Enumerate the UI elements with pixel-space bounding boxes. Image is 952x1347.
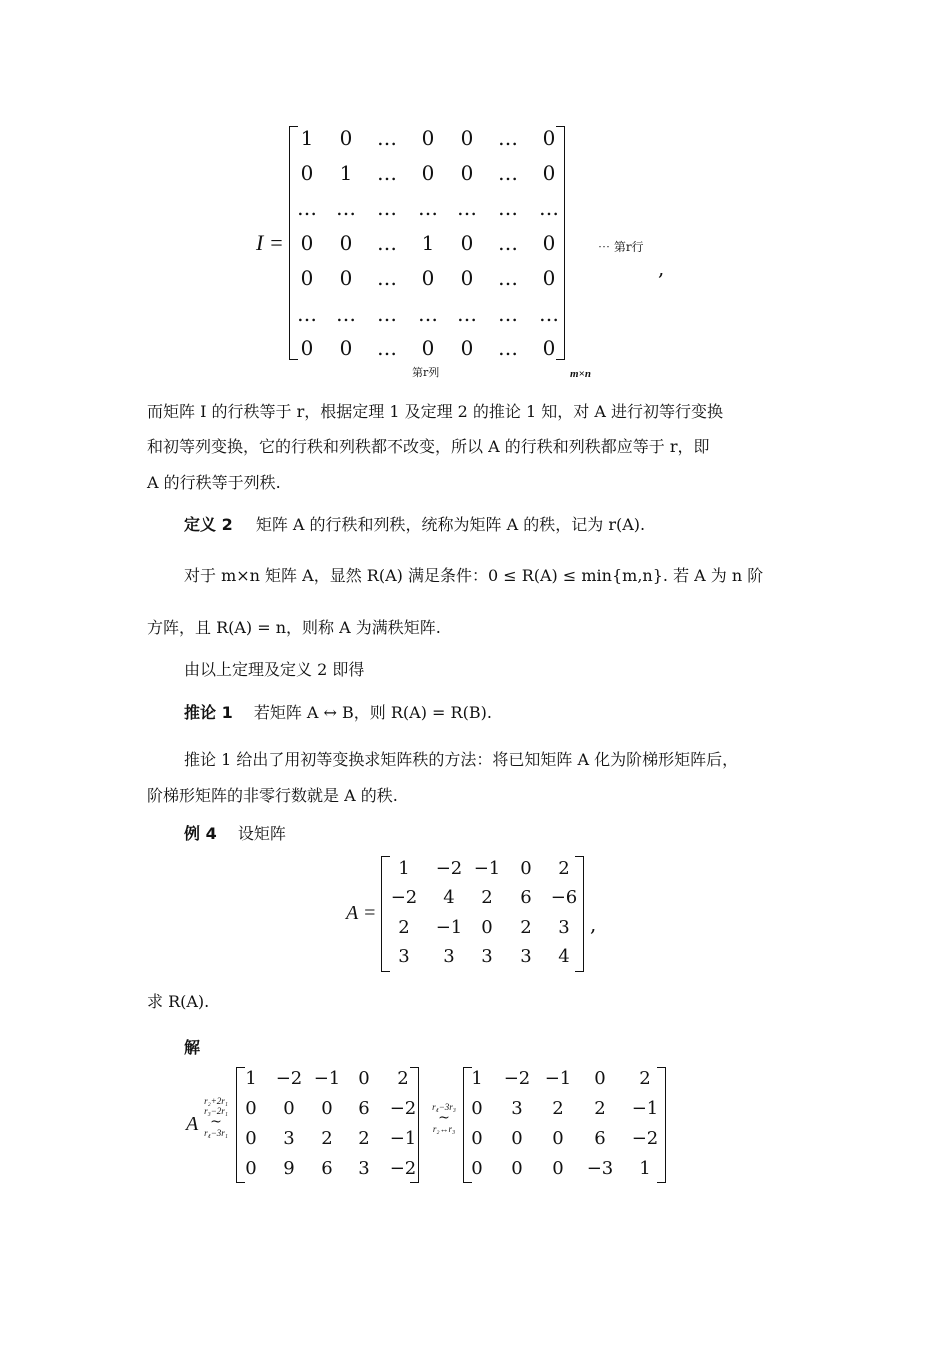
matrix-I-cell-3-0: 0	[300, 231, 314, 255]
matrix-I-cell-4-4: 0	[460, 266, 474, 290]
matrix-I-cell-3-3: 1	[421, 231, 435, 255]
matrix-I-cell-1-1: 1	[339, 161, 353, 185]
matrix-I-row-note: ⋯ 第r行	[598, 240, 644, 254]
m2-cell-2-1: 0	[511, 1128, 523, 1149]
example-4	[184, 824, 286, 844]
m1-cell-2-0: 0	[245, 1128, 257, 1149]
m2-cell-3-4: 1	[639, 1158, 651, 1179]
matrix-I-cell-0-0: 1	[300, 126, 314, 150]
m2-cell-0-1: −2	[503, 1068, 531, 1089]
matrix-I-cell-6-0: 0	[300, 336, 314, 360]
matrix-A-cell-1-2: 2	[481, 887, 493, 908]
matrix-I-cell-6-4: 0	[460, 336, 474, 360]
matrix-I-cell-2-1: …	[336, 196, 356, 220]
m2-cell-3-1: 0	[511, 1158, 523, 1179]
definition-2-text: 矩阵 A 的行秩和列秩，统称为矩阵 A 的秩，记为 r(A).	[255, 515, 646, 534]
matrix-I-cell-1-3: 0	[421, 161, 435, 185]
matrix-A-cell-3-0: 3	[398, 946, 410, 967]
paragraph-4-line-2: 阶梯形矩阵的非零行数就是 A 的秩.	[147, 786, 398, 805]
m1-cell-1-2: 0	[321, 1098, 333, 1119]
matrix-I-cell-4-0: 0	[300, 266, 314, 290]
matrix-I-cell-1-4: 0	[460, 161, 474, 185]
m2-cell-3-3: −3	[586, 1158, 614, 1179]
m1-cell-1-3: 6	[358, 1098, 370, 1119]
op1-line-3: r₄−3r₁	[204, 1128, 228, 1138]
matrix-A-lhs: A =	[346, 902, 377, 924]
matrix-I-cell-2-6: …	[539, 196, 559, 220]
m1-cell-1-1: 0	[283, 1098, 295, 1119]
matrix-A-cell-1-1: 4	[443, 887, 455, 908]
matrix-I-cell-5-3: …	[418, 302, 438, 326]
matrix-I-cell-4-5: …	[498, 266, 518, 290]
matrix-I-cell-0-5: …	[498, 126, 518, 150]
matrix-A-cell-0-1: −2	[435, 858, 463, 879]
matrix-I-cell-0-6: 0	[542, 126, 556, 150]
m1-cell-0-0: 1	[245, 1068, 257, 1089]
solution-lhs: A	[186, 1113, 199, 1135]
matrix-I-cell-1-6: 0	[542, 161, 556, 185]
matrix-I-cell-4-1: 0	[339, 266, 353, 290]
m2-cell-0-3: 0	[594, 1068, 606, 1089]
m2-cell-1-1: 3	[511, 1098, 523, 1119]
matrix-A-cell-2-4: 3	[558, 917, 570, 938]
matrix-A-cell-2-3: 2	[520, 917, 532, 938]
matrix-A-cell-3-1: 3	[443, 946, 455, 967]
matrix-I-cell-5-4: …	[457, 302, 477, 326]
matrix-I-cell-5-0: …	[297, 302, 317, 326]
example-4-text: 设矩阵	[237, 824, 286, 843]
m2-cell-1-2: 2	[552, 1098, 564, 1119]
matrix-I-size: m×n	[570, 368, 591, 380]
corollary-1-text: 若矩阵 A ↔ B，则 R(A) = R(B).	[253, 703, 492, 722]
m1-cell-0-2: −1	[313, 1068, 341, 1089]
op1-line-2: r₃−2r₁	[204, 1106, 228, 1116]
matrix-I-cell-6-1: 0	[339, 336, 353, 360]
m2-cell-1-3: 2	[594, 1098, 606, 1119]
m2-cell-2-3: 6	[594, 1128, 606, 1149]
definition-2-label: 定义 2	[184, 515, 233, 534]
matrix-I-cell-4-3: 0	[421, 266, 435, 290]
matrix-I-cell-1-2: …	[377, 161, 397, 185]
m2-cell-1-4: −1	[631, 1098, 659, 1119]
m2-cell-0-4: 2	[639, 1068, 651, 1089]
m2-cell-0-2: −1	[544, 1068, 572, 1089]
paragraph-1-line-2: 和初等列变换，它的行秩和列秩都不改变，所以 A 的行秩和列秩都应等于 r，即	[147, 437, 710, 456]
matrix-I-cell-4-6: 0	[542, 266, 556, 290]
question-text: 求 R(A).	[147, 992, 210, 1011]
m1-cell-0-1: −2	[275, 1068, 303, 1089]
m2-cell-0-0: 1	[471, 1068, 483, 1089]
matrix-A-cell-2-0: 2	[398, 917, 410, 938]
matrix-A-cell-2-2: 0	[481, 917, 493, 938]
corollary-1	[184, 703, 492, 723]
matrix-I-cell-2-5: …	[498, 196, 518, 220]
matrix-A-cell-1-0: −2	[390, 887, 418, 908]
matrix-I-cell-0-1: 0	[339, 126, 353, 150]
m1-cell-2-4: −1	[389, 1128, 417, 1149]
matrix-I-cell-6-3: 0	[421, 336, 435, 360]
matrix-I-cell-2-4: …	[457, 196, 477, 220]
matrix-I-cell-0-3: 0	[421, 126, 435, 150]
matrix-I-cell-3-6: 0	[542, 231, 556, 255]
matrix-I-cell-3-5: …	[498, 231, 518, 255]
paragraph-3: 由以上定理及定义 2 即得	[184, 660, 365, 679]
matrix-I-cell-3-1: 0	[339, 231, 353, 255]
m2-cell-1-0: 0	[471, 1098, 483, 1119]
paragraph-1-line-3: A 的行秩等于列秩.	[147, 473, 281, 492]
matrix-I-col-note: 第r列	[412, 366, 440, 379]
matrix-I-cell-6-6: 0	[542, 336, 556, 360]
m2-cell-3-0: 0	[471, 1158, 483, 1179]
m1-cell-3-1: 9	[283, 1158, 295, 1179]
matrix-A-cell-1-4: −6	[550, 887, 578, 908]
m1-cell-3-4: −2	[389, 1158, 417, 1179]
m1-cell-3-0: 0	[245, 1158, 257, 1179]
matrix-A-cell-0-2: −1	[473, 858, 501, 879]
example-4-label: 例 4	[184, 824, 217, 843]
matrix-A-cell-2-1: −1	[435, 917, 463, 938]
definition-2	[184, 515, 645, 535]
op2-line-2: r₂↔r₃	[432, 1124, 456, 1134]
matrix-A-cell-3-2: 3	[481, 946, 493, 967]
solution-op2	[424, 1102, 464, 1134]
matrix-I-lhs: I =	[256, 230, 284, 255]
matrix-I-cell-4-2: …	[377, 266, 397, 290]
m1-cell-2-3: 2	[358, 1128, 370, 1149]
solution-op1	[198, 1096, 234, 1138]
m2-cell-2-0: 0	[471, 1128, 483, 1149]
solution-label-wrap	[184, 1038, 200, 1058]
m1-cell-3-3: 3	[358, 1158, 370, 1179]
m2-cell-2-4: −2	[631, 1128, 659, 1149]
op2-line-1: r₄−3r₃	[432, 1102, 456, 1112]
paragraph-2-line-2: 方阵，且 R(A) = n，则称 A 为满秩矩阵.	[147, 618, 441, 637]
matrix-A-comma: ,	[590, 912, 597, 936]
op1-tilde: ~	[210, 1114, 222, 1130]
matrix-A-cell-0-0: 1	[398, 858, 410, 879]
m1-cell-1-0: 0	[245, 1098, 257, 1119]
m1-cell-0-4: 2	[397, 1068, 409, 1089]
op1-line-1: r₂+2r₁	[204, 1096, 228, 1106]
matrix-A-cell-0-3: 0	[520, 858, 532, 879]
m1-cell-2-1: 3	[283, 1128, 295, 1149]
op2-tilde: ~	[438, 1110, 450, 1126]
solution-label: 解	[184, 1038, 201, 1057]
m2-cell-3-2: 0	[552, 1158, 564, 1179]
paragraph-4-line-1: 推论 1 给出了用初等变换求矩阵秩的方法：将已知矩阵 A 化为阶梯形矩阵后，	[184, 750, 739, 769]
matrix-I-cell-2-0: …	[297, 196, 317, 220]
m1-cell-2-2: 2	[321, 1128, 333, 1149]
m1-cell-1-4: −2	[389, 1098, 417, 1119]
matrix-A-cell-3-3: 3	[520, 946, 532, 967]
matrix-I-cell-1-0: 0	[300, 161, 314, 185]
corollary-1-label: 推论 1	[184, 703, 233, 722]
paragraph-2-line-1: 对于 m×n 矩阵 A，显然 R(A) 满足条件：0 ≤ R(A) ≤ min{m,n}. 若 A 为 n 阶	[184, 566, 764, 585]
matrix-I-cell-5-5: …	[498, 302, 518, 326]
matrix-I-cell-1-5: …	[498, 161, 518, 185]
matrix-I-cell-6-2: …	[377, 336, 397, 360]
m1-cell-3-2: 6	[321, 1158, 333, 1179]
paragraph-1-line-1: 而矩阵 I 的行秩等于 r，根据定理 1 及定理 2 的推论 1 知，对 A 进行初等行变换	[147, 402, 724, 421]
matrix-I-cell-3-2: …	[377, 231, 397, 255]
matrix-I-cell-3-4: 0	[460, 231, 474, 255]
matrix-I-cell-5-1: …	[336, 302, 356, 326]
matrix-I-cell-6-5: …	[498, 336, 518, 360]
matrix-I-cell-0-4: 0	[460, 126, 474, 150]
matrix-I-cell-2-3: …	[418, 196, 438, 220]
matrix-A-cell-3-4: 4	[558, 946, 570, 967]
matrix-I-comma: ,	[658, 256, 665, 280]
m2-cell-2-2: 0	[552, 1128, 564, 1149]
matrix-I-cell-2-2: …	[377, 196, 397, 220]
matrix-I-cell-5-2: …	[377, 302, 397, 326]
matrix-A-cell-1-3: 6	[520, 887, 532, 908]
matrix-I-cell-5-6: …	[539, 302, 559, 326]
m1-cell-0-3: 0	[358, 1068, 370, 1089]
matrix-A-cell-0-4: 2	[558, 858, 570, 879]
matrix-I-cell-0-2: …	[377, 126, 397, 150]
